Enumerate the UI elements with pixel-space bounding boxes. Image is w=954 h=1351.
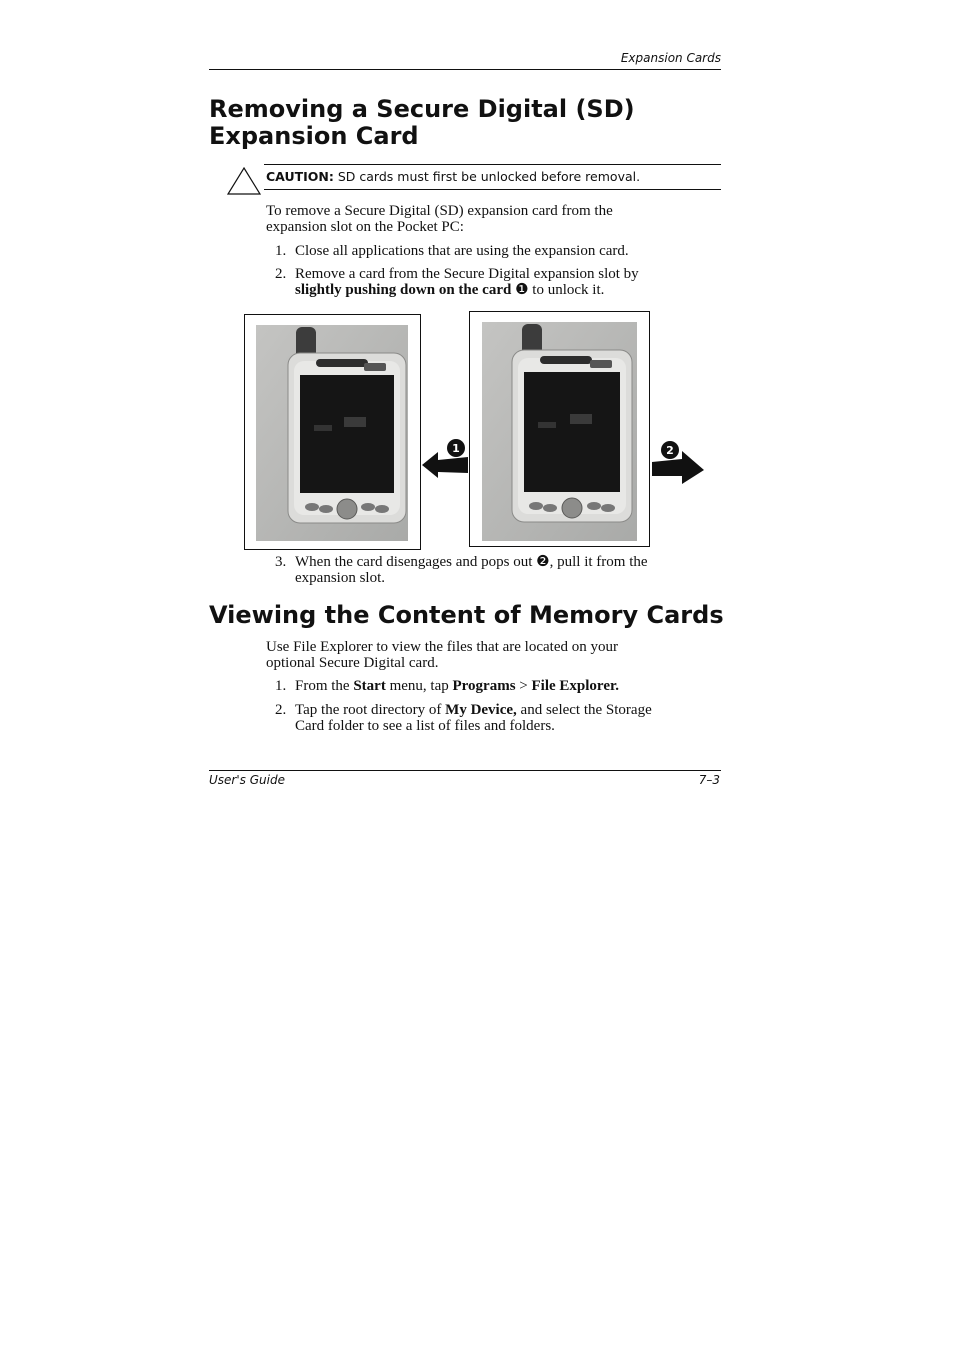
caution-text: SD cards must first be unlocked before removal. [333,169,641,184]
arrow-left-icon [420,438,470,482]
step-text-line-1: Remove a card from the Secure Digital expansion slot by [295,266,639,282]
pocket-pc-photo-right [482,322,637,541]
step-bold-text: slightly pushing down on the card [295,282,512,298]
callout-marker-1: ❶ [511,282,533,298]
pocket-pc-device-image [482,322,637,541]
my-device-label: My Device, [445,702,517,718]
step-text: > [515,678,532,694]
menu-start-label: Start [353,678,386,694]
intro-line-2: optional Secure Digital card. [266,655,439,671]
step-text-line-2: expansion slot. [295,570,385,586]
remove-intro-paragraph [266,203,706,235]
step-number: 3. [275,554,287,570]
view-step-2 [275,702,721,734]
pocket-pc-device-image [256,325,408,541]
remove-step-3 [275,554,721,586]
menu-file-explorer-label: File Explorer. [531,678,620,694]
callout-2-label: 2 [666,444,674,457]
footer-guide-title: User's Guide [209,773,285,787]
view-intro-paragraph [266,639,706,671]
heading-line-1: Removing a Secure Digital (SD) [209,95,635,123]
pocket-pc-photo-left [256,325,408,541]
step-text-line-1: When the card disengages and pops out ❷, pull it from the [295,554,648,570]
figure-photo-right-frame [469,311,650,547]
caution-label: CAUTION: [266,169,334,184]
intro-line-2: expansion slot on the Pocket PC: [266,219,464,235]
callout-1-label: 1 [452,442,460,455]
step-text: Tap the root directory of [295,702,446,718]
arrow-right-icon [650,438,706,486]
step-number: 2. [275,702,287,718]
footer-rule [209,770,721,771]
step-text-rest: to unlock it. [532,282,605,298]
menu-programs-label: Programs [452,678,516,694]
section-heading-viewing: Viewing the Content of Memory Cards [209,601,724,629]
caution-bottom-rule [264,189,721,190]
step-number: 2. [275,266,287,282]
remove-step-1 [275,243,721,259]
step-number: 1. [275,243,287,259]
section-heading-removing [209,96,729,150]
intro-line-1: To remove a Secure Digital (SD) expansion card from the [266,203,613,219]
step-text: From the [295,678,354,694]
step-text: and select the Storage [516,702,652,718]
intro-line-1: Use File Explorer to view the files that are located on your [266,639,618,655]
footer-page-number: 7–3 [698,773,720,787]
view-step-1 [275,678,721,694]
header-rule [209,69,721,70]
caution-note [266,168,640,185]
running-header: Expansion Cards [620,51,721,65]
step-text-line-2: Card folder to see a list of files and folders. [295,718,555,734]
figure-photo-left-frame [244,314,421,550]
caution-top-rule [264,164,721,165]
step-text: Close all applications that are using the expansion card. [295,243,629,259]
step-number: 1. [275,678,287,694]
heading-line-2: Expansion Card [209,122,419,150]
caution-triangle-icon [226,166,262,196]
remove-step-2 [275,266,721,298]
step-text: menu, tap [385,678,453,694]
